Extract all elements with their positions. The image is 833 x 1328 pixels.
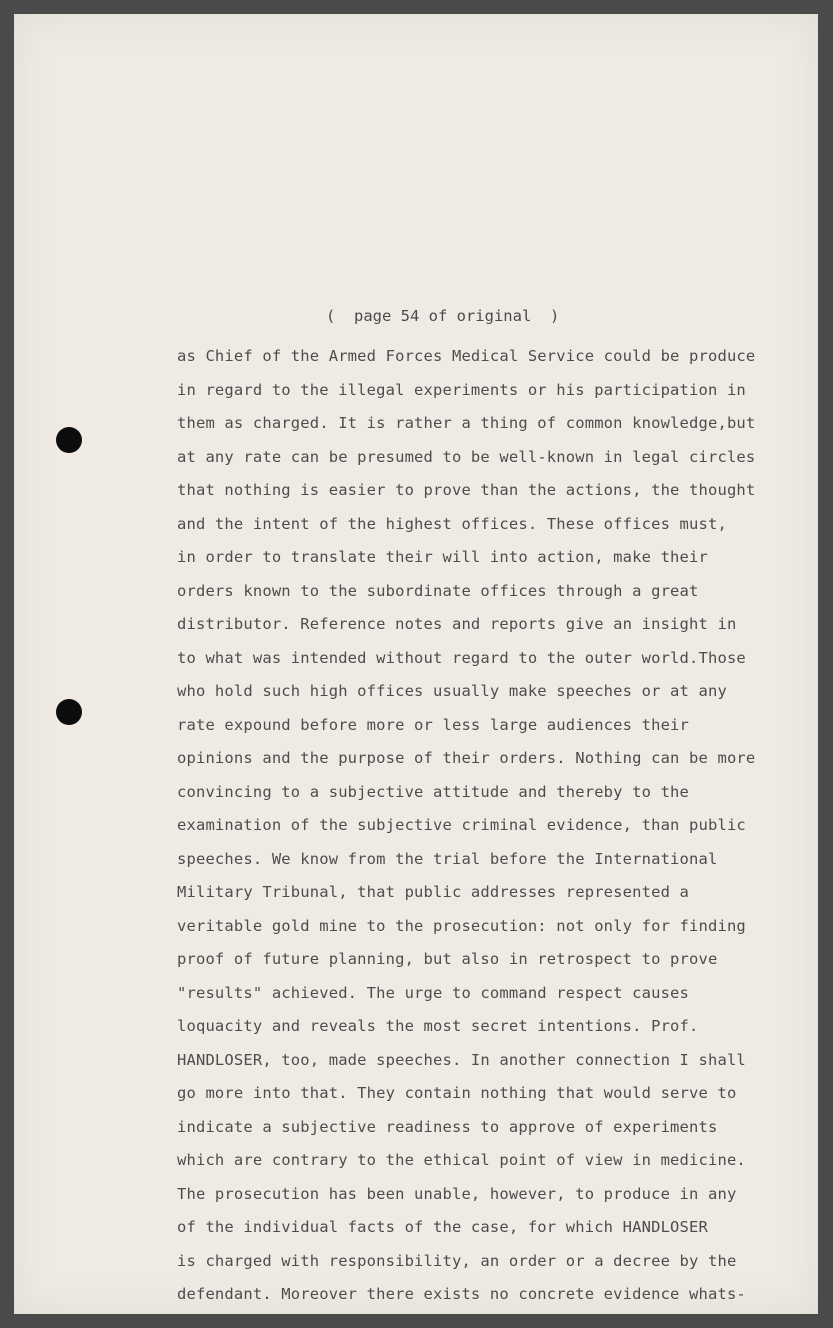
text-line: in order to translate their will into action, make their bbox=[177, 548, 708, 566]
text-line: proof of future planning, but also in retrospect to prove bbox=[177, 950, 718, 968]
text-line: examination of the subjective criminal evidence, than public bbox=[177, 816, 746, 834]
text-line: and the intent of the highest offices. These offices must, bbox=[177, 514, 727, 533]
punch-hole-top bbox=[56, 427, 82, 453]
page-header: ( page 54 of original ) bbox=[326, 307, 560, 325]
text-line: in regard to the illegal experiments or his participation in bbox=[177, 380, 746, 399]
text-line: that nothing is easier to prove than the actions, the thought bbox=[177, 481, 756, 499]
text-line: who hold such high offices usually make speeches or at any bbox=[177, 682, 727, 700]
text-line: convincing to a subjective attitude and thereby to the bbox=[177, 782, 690, 801]
text-line: speeches. We know from the trial before the International bbox=[177, 849, 718, 868]
text-line: go more into that. They contain nothing that would serve to bbox=[177, 1084, 737, 1102]
text-line: distributor. Reference notes and reports give an insight in bbox=[177, 615, 737, 633]
text-line: them as charged. It is rather a thing of common knowledge,but bbox=[177, 414, 756, 432]
text-line: The prosecution has been unable, however, to produce in any bbox=[177, 1184, 737, 1203]
text-line: to what was intended without regard to the outer world.Those bbox=[177, 648, 746, 667]
text-line: at any rate can be presumed to be well-known in legal circles bbox=[177, 447, 756, 466]
text-line: "results" achieved. The urge to command respect causes bbox=[177, 983, 690, 1002]
document-page bbox=[14, 14, 818, 1314]
text-line: which are contrary to the ethical point of view in medicine. bbox=[177, 1151, 746, 1169]
text-line: is charged with responsibility, an order or a decree by the bbox=[177, 1251, 737, 1270]
text-line: orders known to the subordinate offices through a great bbox=[177, 581, 699, 600]
text-line: HANDLOSER, too, made speeches. In another connection I shall bbox=[177, 1050, 746, 1069]
text-line: rate expound before more or less large audiences their bbox=[177, 715, 690, 734]
text-line: indicate a subjective readiness to approve of experiments bbox=[177, 1117, 718, 1136]
punch-hole-bottom bbox=[56, 699, 82, 725]
text-line: opinions and the purpose of their orders. Nothing can be more bbox=[177, 749, 756, 767]
text-line: of the individual facts of the case, for which HANDLOSER bbox=[177, 1218, 708, 1236]
text-line: as Chief of the Armed Forces Medical Service could be produce bbox=[177, 347, 756, 365]
text-line: Military Tribunal, that public addresses represented a bbox=[177, 883, 690, 901]
body-text bbox=[177, 340, 818, 1312]
text-line: loquacity and reveals the most secret intentions. Prof. bbox=[177, 1017, 699, 1035]
text-line: veritable gold mine to the prosecution: not only for finding bbox=[177, 916, 746, 935]
text-line: defendant. Moreover there exists no concrete evidence whats- bbox=[177, 1285, 746, 1303]
